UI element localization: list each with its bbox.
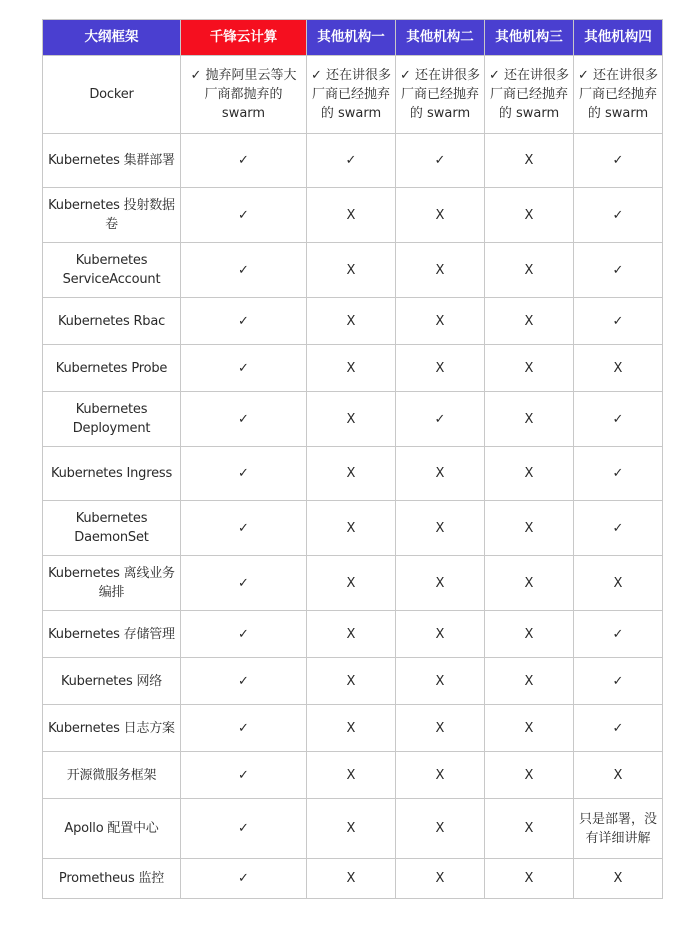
cross-icon: X	[396, 658, 485, 705]
cross-icon: X	[307, 298, 396, 345]
cross-icon: X	[574, 345, 663, 392]
feature-cell: Kubernetes ServiceAccount	[43, 243, 181, 298]
cross-icon: X	[574, 752, 663, 799]
cross-icon: X	[396, 298, 485, 345]
note-cell: ✓ 抛弃阿里云等大厂商都抛弃的swarm	[181, 56, 307, 134]
cross-icon: X	[307, 501, 396, 556]
feature-cell: Kubernetes 集群部署	[43, 134, 181, 188]
check-icon: ✓	[574, 188, 663, 243]
table-row	[43, 243, 663, 298]
table-row	[43, 134, 663, 188]
cross-icon: X	[396, 752, 485, 799]
cross-icon: X	[307, 392, 396, 447]
check-icon: ✓	[181, 611, 307, 658]
table-row	[43, 188, 663, 243]
cross-icon: X	[485, 134, 574, 188]
check-icon: ✓	[574, 501, 663, 556]
table-row	[43, 658, 663, 705]
note-cell: ✓ 还在讲很多厂商已经抛弃的 swarm	[574, 56, 663, 134]
table-row	[43, 859, 663, 899]
table-row	[43, 298, 663, 345]
cross-icon: X	[485, 705, 574, 752]
cross-icon: X	[396, 447, 485, 501]
header-org-3: 其他机构三	[485, 20, 574, 56]
cross-icon: X	[307, 859, 396, 899]
check-icon: ✓	[181, 859, 307, 899]
check-icon: ✓	[574, 134, 663, 188]
check-icon: ✓	[574, 658, 663, 705]
feature-cell: Apollo 配置中心	[43, 799, 181, 859]
check-icon: ✓	[574, 298, 663, 345]
check-icon: ✓	[396, 392, 485, 447]
cross-icon: X	[396, 345, 485, 392]
cross-icon: X	[485, 298, 574, 345]
check-icon: ✓	[181, 556, 307, 611]
feature-cell: Kubernetes Probe	[43, 345, 181, 392]
cross-icon: X	[485, 658, 574, 705]
table-row	[43, 447, 663, 501]
feature-cell: Kubernetes 离线业务编排	[43, 556, 181, 611]
table-row	[43, 56, 663, 134]
cross-icon: X	[396, 188, 485, 243]
note-cell: ✓ 还在讲很多厂商已经抛弃的 swarm	[485, 56, 574, 134]
check-icon: ✓	[574, 392, 663, 447]
cross-icon: X	[307, 447, 396, 501]
table-row	[43, 611, 663, 658]
cross-icon: X	[574, 556, 663, 611]
check-icon: ✓	[181, 188, 307, 243]
cross-icon: X	[485, 243, 574, 298]
feature-cell: Kubernetes 日志方案	[43, 705, 181, 752]
cross-icon: X	[485, 611, 574, 658]
cross-icon: X	[396, 501, 485, 556]
feature-cell: Prometheus 监控	[43, 859, 181, 899]
cross-icon: X	[307, 556, 396, 611]
cross-icon: X	[396, 611, 485, 658]
header-row	[43, 20, 663, 56]
cross-icon: X	[307, 611, 396, 658]
cross-icon: X	[485, 859, 574, 899]
check-icon: ✓	[181, 447, 307, 501]
cross-icon: X	[307, 799, 396, 859]
note-cell: 只是部署，没有详细讲解	[574, 799, 663, 859]
header-qianfeng: 千锋云计算	[181, 20, 307, 56]
table-row	[43, 345, 663, 392]
table-row	[43, 392, 663, 447]
cross-icon: X	[574, 859, 663, 899]
check-icon: ✓	[181, 298, 307, 345]
check-icon: ✓	[181, 501, 307, 556]
note-cell: ✓ 还在讲很多厂商已经抛弃的 swarm	[307, 56, 396, 134]
feature-cell: Kubernetes DaemonSet	[43, 501, 181, 556]
header-outline: 大纲框架	[43, 20, 181, 56]
cross-icon: X	[485, 556, 574, 611]
cross-icon: X	[485, 188, 574, 243]
check-icon: ✓	[181, 752, 307, 799]
table-body	[43, 56, 663, 899]
cross-icon: X	[307, 752, 396, 799]
feature-cell: 开源微服务框架	[43, 752, 181, 799]
check-icon: ✓	[181, 345, 307, 392]
header-org-2: 其他机构二	[396, 20, 485, 56]
cross-icon: X	[396, 859, 485, 899]
cross-icon: X	[307, 243, 396, 298]
check-icon: ✓	[574, 243, 663, 298]
cross-icon: X	[485, 345, 574, 392]
cross-icon: X	[485, 447, 574, 501]
feature-cell: Kubernetes 网络	[43, 658, 181, 705]
check-icon: ✓	[574, 447, 663, 501]
note-cell: ✓ 还在讲很多厂商已经抛弃的 swarm	[396, 56, 485, 134]
check-icon: ✓	[181, 705, 307, 752]
header-org-4: 其他机构四	[574, 20, 663, 56]
table-row	[43, 501, 663, 556]
check-icon: ✓	[307, 134, 396, 188]
check-icon: ✓	[574, 611, 663, 658]
check-icon: ✓	[181, 658, 307, 705]
cross-icon: X	[485, 501, 574, 556]
check-icon: ✓	[574, 705, 663, 752]
table-row	[43, 799, 663, 859]
table-row	[43, 556, 663, 611]
feature-cell: Kubernetes Deployment	[43, 392, 181, 447]
feature-cell: Kubernetes 投射数据卷	[43, 188, 181, 243]
feature-cell: Kubernetes 存储管理	[43, 611, 181, 658]
check-icon: ✓	[181, 799, 307, 859]
table-row	[43, 752, 663, 799]
cross-icon: X	[307, 345, 396, 392]
cross-icon: X	[396, 556, 485, 611]
comparison-table	[42, 19, 663, 899]
cross-icon: X	[485, 752, 574, 799]
cross-icon: X	[396, 799, 485, 859]
cross-icon: X	[485, 799, 574, 859]
cross-icon: X	[307, 658, 396, 705]
feature-cell: Kubernetes Ingress	[43, 447, 181, 501]
check-icon: ✓	[181, 134, 307, 188]
cross-icon: X	[485, 392, 574, 447]
cross-icon: X	[396, 705, 485, 752]
check-icon: ✓	[396, 134, 485, 188]
feature-cell: Docker	[43, 56, 181, 134]
cross-icon: X	[396, 243, 485, 298]
cross-icon: X	[307, 705, 396, 752]
header-org-1: 其他机构一	[307, 20, 396, 56]
cross-icon: X	[307, 188, 396, 243]
table-row	[43, 705, 663, 752]
check-icon: ✓	[181, 392, 307, 447]
feature-cell: Kubernetes Rbac	[43, 298, 181, 345]
check-icon: ✓	[181, 243, 307, 298]
